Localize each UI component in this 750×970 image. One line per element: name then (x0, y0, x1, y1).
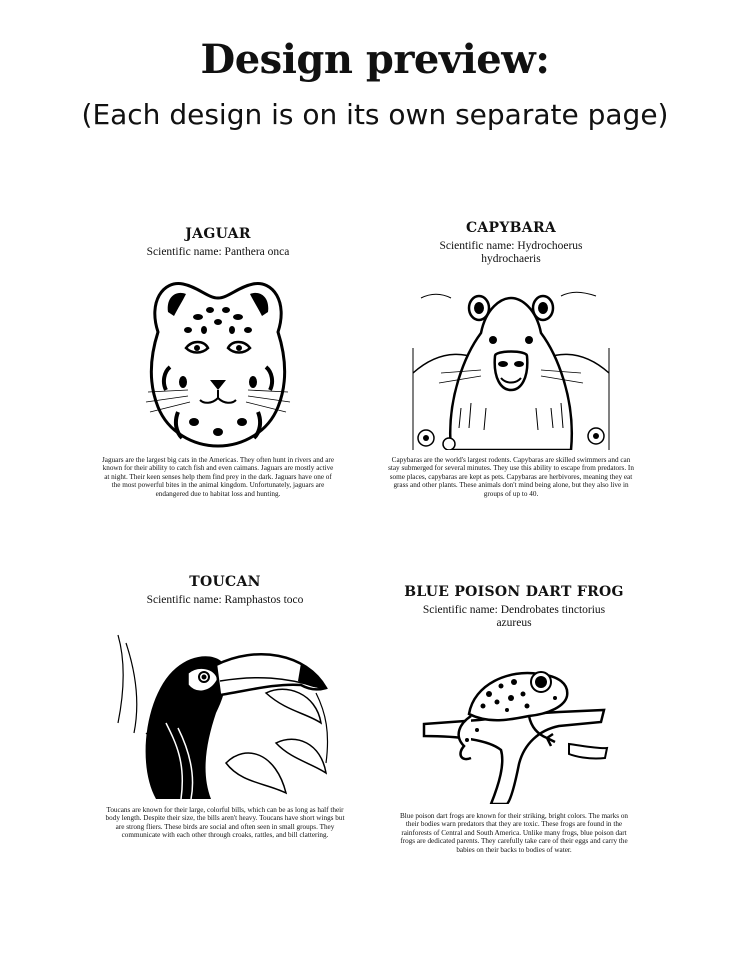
card-description: Toucans are known for their large, colorful bills, which can be as long as half their body length. Despite their size, the bills aren't heavy. Toucans have short wings but are strong fliers. These birds are social and often seen in small groups. They communicate with each other through croaks, rattles, and bill clattering. (105, 806, 345, 840)
card-description: Capybaras are the world's largest rodents. Capybaras are skilled swimmers and can stay submerged for several minutes. They use this ability to escape from predators. In some places, capybaras are kept as pets. Capybaras are herbivores, meaning they eat grass and other plants. These animals don't mind being alone, but they also live in groups of up to 40. (388, 456, 634, 498)
scientific-name: Scientific name: Ramphastos toco (146, 594, 304, 606)
card-title: TOUCAN (189, 574, 261, 590)
design-card-blue-poison-dart-frog (396, 584, 632, 854)
card-title: CAPYBARA (465, 220, 557, 236)
design-card-capybara (386, 220, 636, 498)
page-title: Design preview: (200, 36, 550, 83)
scientific-name: Scientific name: Dendrobates tinctorius azureus (422, 604, 606, 629)
card-title: BLUE POISON DART FROG (404, 584, 624, 600)
toucan-illustration (116, 633, 334, 799)
frog-illustration (419, 654, 609, 804)
card-description: Jaguars are the largest big cats in the Americas. They often hunt in rivers and are known for their ability to catch fish and even caimans. Jaguars are mostly active at night. Their keen senses help them find prey in the dark. Jaguars have one of the most powerful bites in the animal kingdom. Unfortunately, jaguars are endangered due to habitat loss and hunting. (101, 456, 335, 498)
scientific-name: Scientific name: Panthera onca (146, 246, 290, 258)
design-card-toucan (103, 574, 347, 840)
page-subtitle: (Each design is on its own separate page) (81, 98, 669, 131)
scientific-name: Scientific name: Hydrochoerus hydrochaeris (439, 240, 583, 265)
capybara-illustration (411, 278, 611, 450)
card-description: Blue poison dart frogs are known for their striking, bright colors. The marks on their bodies warn predators that they are toxic. These frogs are found in the rainforests of Central and South America. Unlike many frogs, blue poison dart frogs are dedicated parents. They carefully take care of their eggs and carry the babies on their backs to bodies of water. (399, 812, 629, 854)
design-card-jaguar (100, 226, 336, 498)
jaguar-illustration (128, 272, 308, 450)
card-title: JAGUAR (185, 226, 251, 242)
